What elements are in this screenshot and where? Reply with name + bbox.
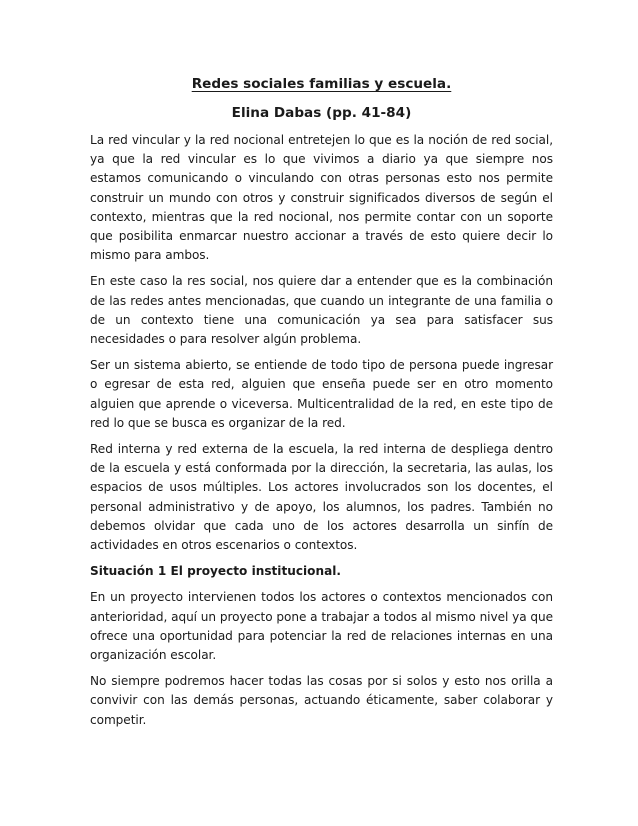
document-page xyxy=(90,74,553,737)
paragraph: La red vincular y la red nocional entretejen lo que es la noción de red social, ya que la red vincular es lo que vivimos a diario ya que siempre nos estamos comunicando o vinculando con otras personas esto nos permite construir un mundo con otros y construir significados diversos de según el contexto, mientras que la red nocional, nos permite contar con un soporte que posibilita enmarcar nuestro accionar a través de esto quiere decir lo mismo para ambos. xyxy=(90,133,553,263)
paragraph: En este caso la res social, nos quiere dar a entender que es la combinación de las redes antes mencionadas, que cuando un integrante de una familia o de un contexto tiene una comunicación ya sea para satisfacer sus necesidades o para resolver algún problema. xyxy=(90,274,553,347)
section-paragraph: En un proyecto intervienen todos los actores o contextos mencionados con anterioridad, aquí un proyecto pone a trabajar a todos al mismo nivel ya que ofrece una oportunidad para potenciar la red de relaciones internas en una organización escolar. xyxy=(90,590,553,663)
section-paragraph: No siempre podremos hacer todas las cosas por si solos y esto nos orilla a convivir con las demás personas, actuando éticamente, saber colaborar y competir. xyxy=(90,674,553,727)
section-heading: Situación 1 El proyecto institucional. xyxy=(90,564,341,579)
document-subtitle: Elina Dabas (pp. 41-84) xyxy=(231,105,412,121)
document-title: Redes sociales familias y escuela. xyxy=(191,76,452,92)
paragraph: Ser un sistema abierto, se entiende de todo tipo de persona puede ingresar o egresar de esta red, alguien que enseña puede ser en otro momento alguien que aprende o viceversa. Multicentralidad de la red, en este tipo de red lo que se busca es organizar de la red. xyxy=(90,358,553,430)
paragraph: Red interna y red externa de la escuela, la red interna de despliega dentro de la escuela y está conformada por la dirección, la secretaria, las aulas, los espacios de usos múltiples. Los actores involucrados son los docentes, el personal administrativo y de apoyo, los alumnos, los padres. También no debemos olvidar que cada uno de los actores desarrolla un sinfín de actividades en otros escenarios o contextos. xyxy=(90,442,553,553)
